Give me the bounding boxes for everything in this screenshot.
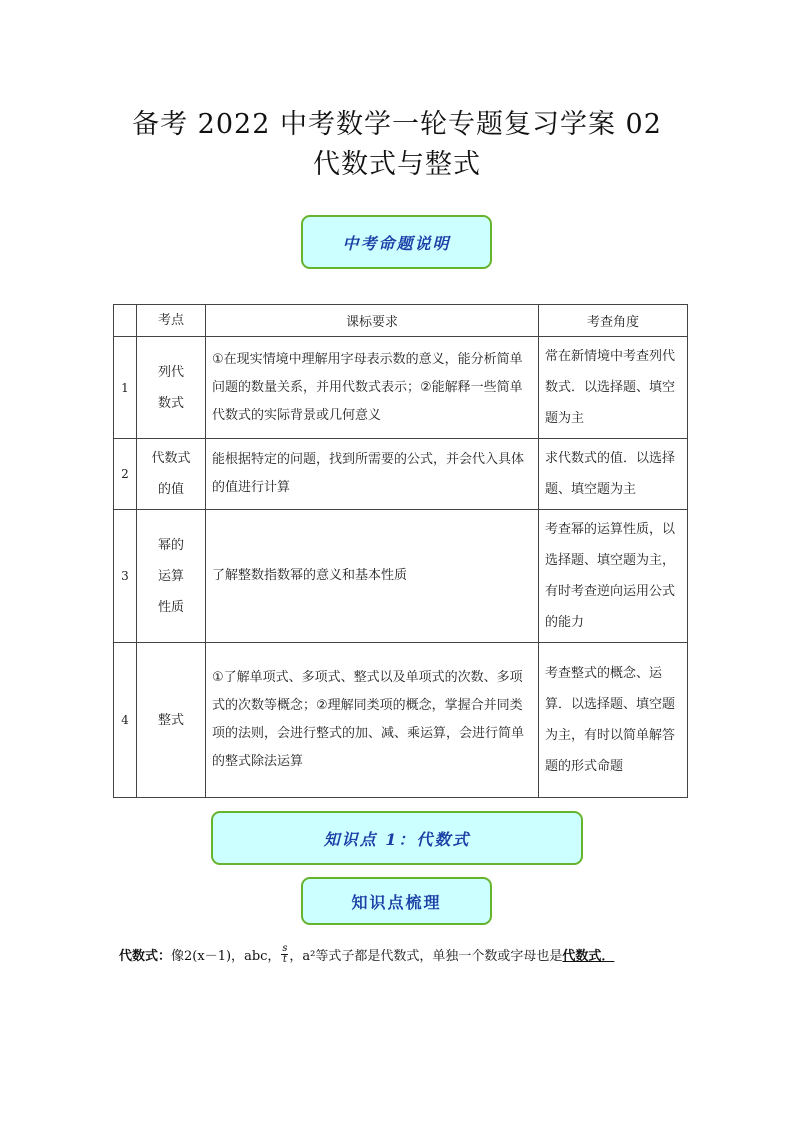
row-kaodian — [137, 337, 206, 439]
row-requirement: 了解整数指数幂的意义和基本性质 — [206, 510, 539, 643]
definition-suffix: 等式子都是代数式，单独一个数或字母也是 — [315, 949, 563, 964]
row-angle: 求代数式的值．以选择题、填空题为主 — [539, 439, 688, 510]
table-row — [114, 510, 688, 643]
kaodian-line: 的值 — [157, 482, 184, 497]
kaodian-line: 代数式 — [151, 451, 191, 466]
header-requirement: 课标要求 — [206, 305, 539, 337]
expression-2: abc， — [244, 949, 281, 964]
kaodian-line: 列代 — [157, 364, 184, 380]
table-header-row — [114, 305, 688, 337]
row-kaodian — [137, 510, 206, 643]
kaodian-line: 数式 — [157, 395, 184, 411]
title-line2: 代数式与整式 — [313, 149, 481, 180]
header-no — [114, 305, 137, 337]
definition-prefix: 像 — [171, 949, 185, 964]
table-row — [114, 643, 688, 798]
row-number: 2 — [114, 439, 137, 510]
row-number: 4 — [114, 643, 137, 798]
exam-requirements-table — [113, 304, 688, 798]
row-requirement: ①了解单项式、多项式、整式以及单项式的次数、多项式的次数等概念；②理解同类项的概念，掌握合并同类项的法则，会进行整式的加、减、乘运算，会进行简单的整式除法运算 — [206, 643, 539, 798]
kaodian-line: 运算 — [157, 568, 184, 584]
row-number: 3 — [114, 510, 137, 643]
fraction-numerator: s — [282, 943, 288, 954]
definition-line — [119, 944, 614, 965]
table-row — [114, 439, 688, 510]
row-number: 1 — [114, 337, 137, 439]
row-kaodian — [137, 643, 206, 798]
definition-label: 代数式： — [119, 949, 172, 964]
title-line1: 备考 2022 中考数学一轮专题复习学案 02 — [132, 109, 662, 140]
row-requirement: ①在现实情境中理解用字母表示数的意义，能分析简单问题的数量关系，并用代数式表示；②能解释一些简单代数式的实际背景或几何意义 — [206, 337, 539, 439]
badge-knowledge-point-1: 知识点 1：代数式 — [211, 811, 583, 865]
badge-knowledge-review: 知识点梳理 — [301, 877, 492, 925]
kaodian-line: 性质 — [157, 599, 184, 615]
expression-1: 2(x－1)， — [184, 949, 245, 964]
header-angle: 考查角度 — [539, 305, 688, 337]
definition-emphasis: 代数式． — [562, 949, 615, 964]
table-row — [114, 337, 688, 439]
badge-exam-description: 中考命题说明 — [301, 215, 492, 269]
header-kaodian: 考点 — [137, 305, 206, 337]
expression-3: ，a² — [289, 949, 316, 964]
row-angle: 考查幂的运算性质，以选择题、填空题为主，有时考查逆向运用公式的能力 — [539, 510, 688, 643]
row-angle: 考查整式的概念、运算．以选择题、填空题为主，有时以简单解答题的形式命题 — [539, 643, 688, 798]
row-requirement: 能根据特定的问题，找到所需要的公式，并会代入具体的值进行计算 — [206, 439, 539, 510]
kaodian-line: 整式 — [157, 712, 184, 728]
kaodian-line: 幂的 — [157, 537, 184, 553]
fraction-s-over-t — [281, 944, 288, 965]
fraction-denominator: t — [282, 954, 287, 965]
row-kaodian — [137, 439, 206, 510]
row-angle: 常在新情境中考查列代数式．以选择题、填空题为主 — [539, 337, 688, 439]
